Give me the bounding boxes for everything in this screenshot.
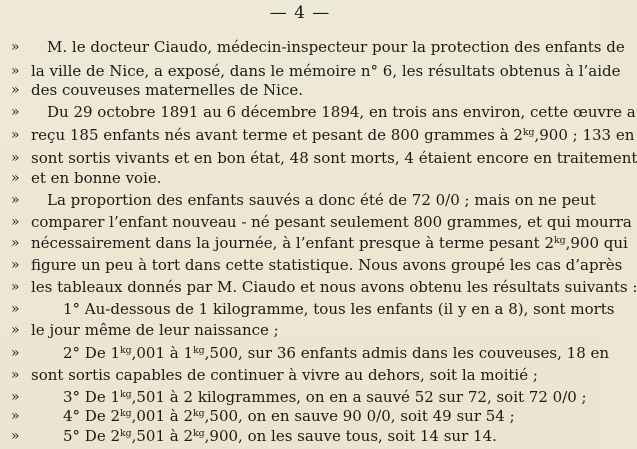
text-segment: 2° De 1 xyxy=(63,344,121,362)
text-segment: 5° De 2 xyxy=(63,427,121,445)
paragraph-text: le jour même de leur naissance ; xyxy=(31,321,279,339)
text-line xyxy=(0,188,600,212)
quote-mark: » xyxy=(11,408,20,424)
text-line xyxy=(0,35,625,59)
paragraph-text: et en bonne voie. xyxy=(31,169,162,187)
paragraph-text: 1° Au-dessous de 1 kilogramme, tous les enfants (il y en a 8), sont morts xyxy=(63,300,615,318)
quote-mark: » xyxy=(11,150,20,166)
paragraph-text: figure un peu à tort dans cette statistique. Nous avons groupé les cas d’après xyxy=(31,256,623,274)
text-segment: ,500, on en sauve 90 0/0, soit 49 sur 54 ; xyxy=(204,407,515,425)
text-segment: ,500, sur 36 enfants admis dans les couveuses, 18 en xyxy=(204,344,610,362)
quote-mark: » xyxy=(11,170,20,186)
text-line xyxy=(0,231,628,255)
kg-unit-superscript: kg xyxy=(120,427,132,439)
quote-mark: » xyxy=(11,389,20,405)
paragraph-text: sont sortis capables de continuer à vivre au dehors, soit la moitié ; xyxy=(31,366,538,384)
text-line xyxy=(0,275,637,299)
quote-mark: » xyxy=(11,345,20,361)
paragraph-text xyxy=(31,231,628,255)
kg-unit-superscript: kg xyxy=(120,407,132,419)
quote-mark: » xyxy=(11,279,20,295)
quote-mark: » xyxy=(11,235,20,251)
quote-mark: » xyxy=(11,82,20,98)
text-segment: nécessairement dans la journée, à l’enfant presque à terme pesant 2 xyxy=(31,234,554,252)
text-line xyxy=(0,318,600,342)
quote-mark: » xyxy=(11,322,20,338)
text-line xyxy=(0,253,623,277)
kg-unit-superscript: kg xyxy=(193,427,205,439)
text-segment: reçu 185 enfants nés avant terme et pesant de 800 grammes à 2 xyxy=(31,126,523,144)
quote-mark: » xyxy=(11,127,20,143)
quote-mark: » xyxy=(11,104,20,120)
paragraph-text xyxy=(63,424,590,448)
text-segment: ,900, on les sauve tous, soit 14 sur 14. xyxy=(204,427,497,445)
paragraph-text: sont sortis vivants et en bon état, 48 sont morts, 4 étaient encore en traitement xyxy=(31,149,637,167)
paragraph-text xyxy=(63,341,610,365)
quote-mark: » xyxy=(11,39,20,55)
text-line xyxy=(0,363,600,387)
paragraph-text: La proportion des enfants sauvés a donc été de 72 0/0 ; mais on ne peut xyxy=(47,191,596,209)
quote-mark: » xyxy=(11,428,20,444)
text-segment: ,001 à 1 xyxy=(131,344,194,362)
text-line xyxy=(0,424,600,448)
text-line xyxy=(0,123,635,147)
paragraph-text: M. le docteur Ciaudo, médecin-inspecteur pour la protection des enfants de xyxy=(47,38,625,56)
text-line xyxy=(0,166,600,190)
paragraph-text xyxy=(31,123,635,147)
quote-mark: » xyxy=(11,214,20,230)
quote-mark: » xyxy=(11,367,20,383)
kg-unit-superscript: kg xyxy=(193,407,205,419)
kg-unit-superscript: kg xyxy=(522,126,535,138)
quote-mark: » xyxy=(11,63,20,79)
kg-unit-superscript: kg xyxy=(120,344,132,356)
text-segment: 3° De 1 xyxy=(63,388,121,406)
kg-unit-superscript: kg xyxy=(120,388,132,400)
quote-mark: » xyxy=(11,257,20,273)
text-segment: ,900 qui xyxy=(565,234,628,252)
text-segment: ,501 à 2 xyxy=(131,427,194,445)
paragraph-text: des couveuses maternelles de Nice. xyxy=(31,81,304,99)
page-number: — 4 — xyxy=(269,3,331,23)
text-line xyxy=(0,100,636,124)
text-line xyxy=(0,78,600,102)
paragraph-text: les tableaux donnés par M. Ciaudo et nous avons obtenu les résultats suivants : xyxy=(31,278,637,296)
paragraph-text: Du 29 octobre 1891 au 6 décembre 1894, en trois ans environ, cette œuvre a xyxy=(47,103,636,121)
quote-mark: » xyxy=(11,192,20,208)
text-segment: ,900 ; 133 en xyxy=(534,126,635,144)
kg-unit-superscript: kg xyxy=(554,234,566,246)
kg-unit-superscript: kg xyxy=(193,344,205,356)
text-segment: ,001 à 2 xyxy=(131,407,194,425)
text-line xyxy=(0,341,610,365)
quote-mark: » xyxy=(11,301,20,317)
text-segment: 4° De 2 xyxy=(63,407,121,425)
paragraph-text: la ville de Nice, a exposé, dans le mémoire n° 6, les résultats obtenus à l’aide xyxy=(31,62,621,80)
text-segment: ,501 à 2 kilogrammes, on en a sauvé 52 sur 72, soit 72 0/0 ; xyxy=(131,388,587,406)
paragraph-text: comparer l’enfant nouveau - né pesant seulement 800 grammes, et qui mourra xyxy=(31,213,632,231)
